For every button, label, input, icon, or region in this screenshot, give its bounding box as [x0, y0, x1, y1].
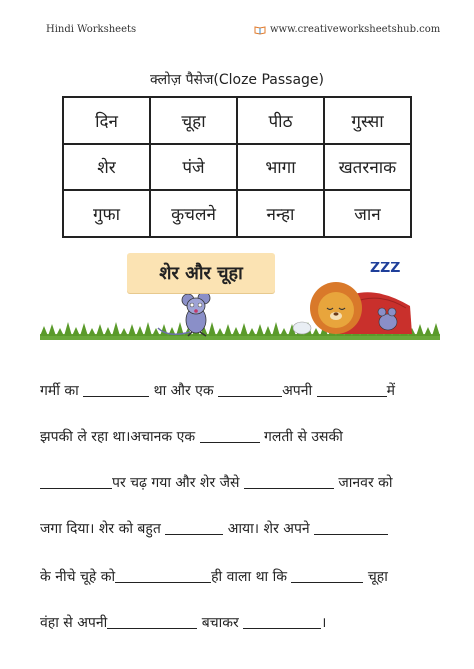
table-row	[63, 144, 411, 191]
word-cell: पंजे	[150, 144, 237, 191]
header-url-text: www.creativeworksheetshub.com	[270, 24, 441, 35]
passage-line	[40, 472, 393, 494]
zzz-text: ZZZ	[370, 262, 401, 276]
passage-text: में	[386, 383, 395, 399]
passage-text: अपनी	[282, 383, 313, 399]
word-cell: गुफा	[63, 190, 150, 237]
passage-text: पर चढ़ गया और शेर जैसे	[112, 475, 240, 491]
passage-line	[40, 518, 388, 540]
answer-blank[interactable]	[314, 520, 388, 535]
table-row	[63, 190, 411, 237]
sleeping-lion-icon	[293, 282, 412, 334]
passage-text: गर्मी का	[40, 383, 79, 399]
answer-blank[interactable]	[317, 382, 387, 397]
passage-text: वंहा से अपनी	[40, 615, 108, 631]
word-cell: भागा	[237, 144, 324, 191]
word-cell: खतरनाक	[324, 144, 411, 191]
passage-line	[40, 612, 326, 634]
answer-blank[interactable]	[165, 520, 223, 535]
passage-text: जानवर को	[338, 475, 393, 491]
passage-text: ही वाला था कि	[211, 569, 287, 585]
answer-blank[interactable]	[200, 428, 260, 443]
word-cell: गुस्सा	[324, 97, 411, 144]
story-title: शेर और चूहा	[159, 263, 243, 284]
story-title-box	[127, 253, 275, 293]
answer-blank[interactable]	[243, 614, 321, 629]
header-site-name: Hindi Worksheets	[46, 24, 137, 35]
passage-text: चूहा	[367, 569, 388, 585]
answer-blank[interactable]	[40, 474, 112, 489]
passage-text: गलती से उसकी	[264, 429, 343, 445]
table-row	[63, 97, 411, 144]
word-cell: कुचलने	[150, 190, 237, 237]
worksheet-title: क्लोज़ पैसेज(Cloze Passage)	[149, 72, 325, 88]
answer-blank[interactable]	[218, 382, 282, 397]
word-bank-table	[62, 96, 412, 238]
word-cell: चूहा	[150, 97, 237, 144]
word-cell: जान	[324, 190, 411, 237]
passage-text: जगा दिया। शेर को बहुत	[40, 521, 161, 537]
word-cell: पीठ	[237, 97, 324, 144]
passage-text: था और एक	[153, 383, 214, 399]
mouse-icon	[158, 292, 210, 336]
pen-book-icon	[254, 25, 266, 35]
passage-line	[40, 380, 395, 402]
passage-text: आया। शेर अपने	[227, 521, 310, 537]
word-cell: दिन	[63, 97, 150, 144]
passage-line	[40, 566, 388, 588]
answer-blank[interactable]	[107, 614, 197, 629]
passage-text: झपकी ले रहा था।अचानक एक	[40, 429, 196, 445]
answer-blank[interactable]	[83, 382, 149, 397]
answer-blank[interactable]	[115, 568, 211, 583]
passage-line	[40, 426, 343, 448]
word-cell: शेर	[63, 144, 150, 191]
word-cell: नन्हा	[237, 190, 324, 237]
passage-text: के नीचे चूहे को	[40, 569, 116, 585]
answer-blank[interactable]	[291, 568, 363, 583]
passage-text: बचाकर	[201, 615, 239, 631]
header-url[interactable]	[254, 24, 440, 35]
passage-text: ।	[321, 615, 327, 631]
answer-blank[interactable]	[244, 474, 334, 489]
